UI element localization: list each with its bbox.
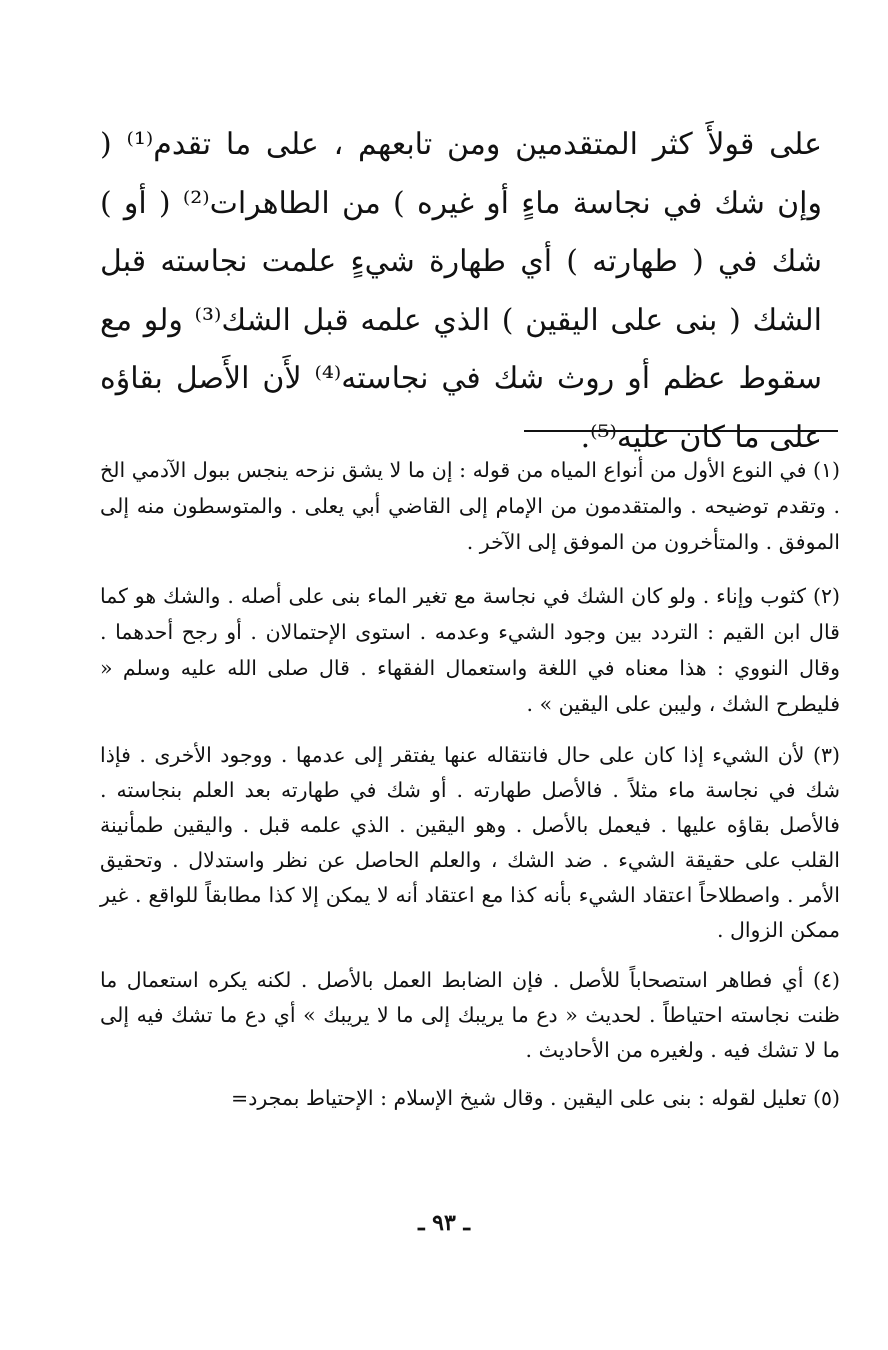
footnote-divider bbox=[524, 430, 838, 432]
footnote-text: أي فطاهر استصحاباً للأصل . فإن الضابط العمل بالأصل . لكنه يكره استعمال ما ظنت نجاسته احتياطاً . لحديث « دع ما يريبك إلى ما لا يريبك » أي دع ما تشك فيه إلى ما لا تشك فيه . ولغيره من الأحاديث . bbox=[100, 968, 840, 1062]
footnote-number: (٣) bbox=[812, 743, 840, 767]
footnote-3 bbox=[100, 738, 840, 948]
footnote-number: (٥) bbox=[812, 1086, 840, 1110]
page-number: ـ ٩٣ ـ bbox=[418, 1210, 470, 1236]
footnote-text: لأن الشيء إذا كان على حال فانتقاله عنها يفتقر إلى عدمها . ووجود الأخرى . فإذا شك في نجاسة ماء مثلاً . فالأصل طهارته . أو شك في طهارته بعد العلم بنجاسته . فالأصل بقاؤه عليها . فيعمل بالأصل . وهو اليقين . الذي علمه قبل . واليقين طمأنينة القلب على حقيقة الشيء . ضد الشك ، والعلم الحاصل عن نظر واستدلال . وتحقيق الأمر . واصطلاحاً اعتقاد الشيء بأنه كذا مع اعتقاد أنه لا يمكن إلا كذا مطابقاً للواقع . غير ممكن الزوال . bbox=[100, 743, 840, 942]
footnote-2 bbox=[100, 578, 840, 722]
footnote-1 bbox=[100, 452, 840, 560]
footnotes-section bbox=[100, 452, 840, 1116]
footnote-number: (٢) bbox=[812, 584, 840, 608]
footnote-text: كثوب وإناء . ولو كان الشك في نجاسة مع تغير الماء بنى على أصله . والشك هو كما قال ابن القيم : التردد بين وجود الشيء وعدمه . استوى الإحتمالان . أو رجح أحدهما . وقال النووي : هذا معناه في اللغة واستعمال الفقهاء . قال صلى الله عليه وسلم « فليطرح الشك ، وليبن على اليقين » . bbox=[100, 584, 840, 716]
footnote-5 bbox=[100, 1081, 840, 1116]
footnote-number: (١) bbox=[812, 458, 840, 482]
footnote-text: تعليل لقوله : بنى على اليقين . وقال شيخ الإسلام : الإحتياط بمجرد= bbox=[231, 1086, 807, 1110]
footnote-4 bbox=[100, 963, 840, 1068]
main-body-text: على قولأَ كثر المتقدمين ومن تابعهم ، على ما تقدم⁽¹⁾ ( وإن شك في نجاسة ماءٍ أو غيره ) من الطاهرات⁽²⁾ ( أو ) شك في ( طهارته ) أي طهارة شيءٍ علمت نجاسته قبل الشك ( بنى على اليقين ) الذي علمه قبل الشك⁽³⁾ ولو مع سقوط عظم أو روث شك في نجاسته⁽⁴⁾ لأَن الأَصل بقاؤه على ما كان عليه⁽⁵⁾. bbox=[100, 127, 822, 455]
footnote-text: في النوع الأول من أنواع المياه من قوله : إن ما لا يشق نزحه ينجس ببول الآدمي الخ . وتقدم توضيحه . والمتقدمون من الإمام إلى القاضي أبي يعلى . والمتوسطون منه إلى الموفق . والمتأخرون من الموفق إلى الآخر . bbox=[100, 458, 840, 554]
footnote-number: (٤) bbox=[812, 968, 840, 992]
